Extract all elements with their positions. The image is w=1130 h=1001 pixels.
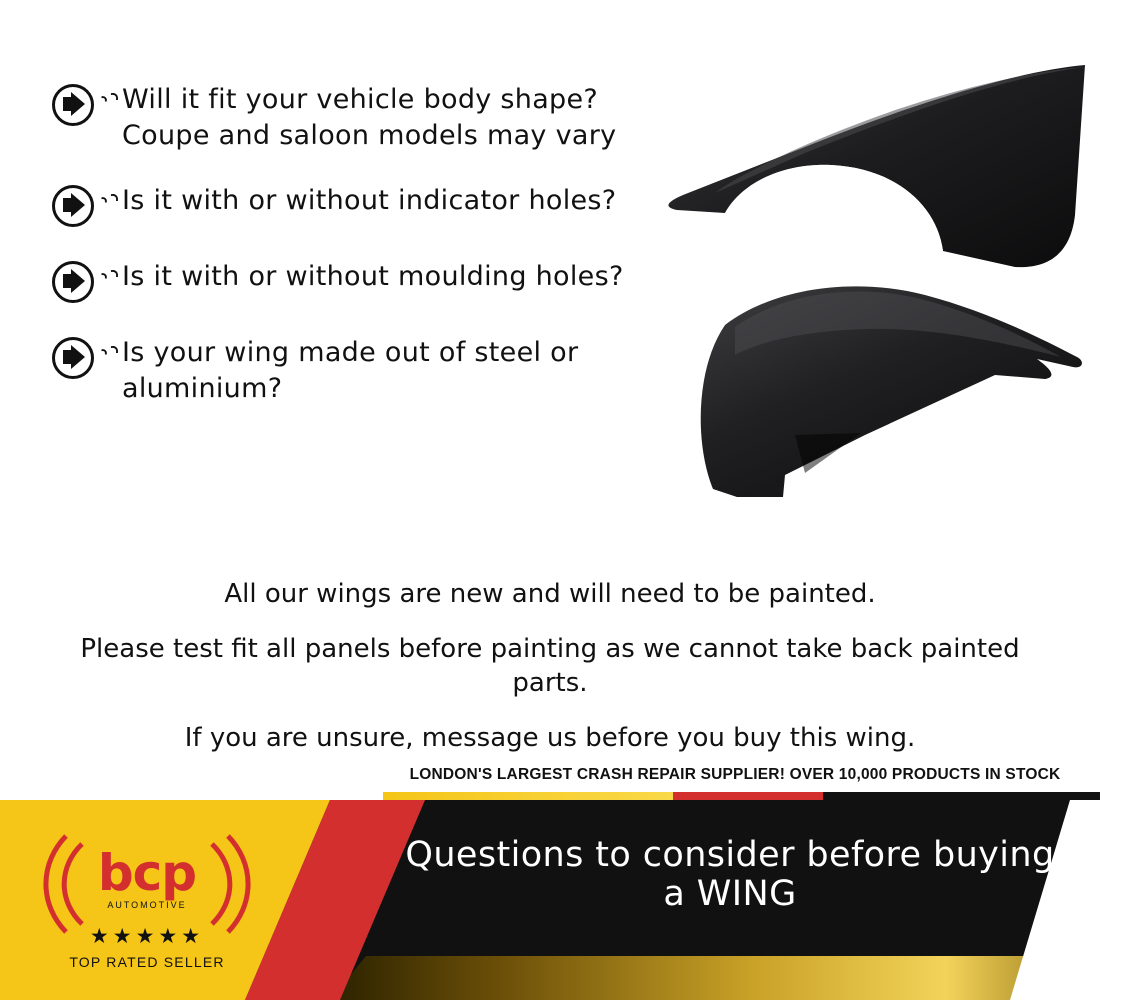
car-wing-bottom-image [665, 265, 1085, 515]
logo-subtitle: AUTOMOTIVE [107, 900, 187, 910]
star-rating: ★★★★★ [89, 924, 205, 948]
note-text: Please test fit all panels before painting as we cannot take back painted parts. [80, 634, 1020, 698]
logo-name: bcp [97, 844, 197, 902]
list-item [52, 335, 672, 406]
bcp-logo [32, 826, 262, 1001]
list-item [52, 82, 672, 153]
megaphone-icon [52, 337, 110, 381]
top-rated-badge: TOP RATED SELLER [69, 954, 225, 970]
note-text: If you are unsure, message us before you buy this wing. [184, 722, 916, 753]
list-item [52, 259, 672, 305]
question-text: Is it with or without indicator holes? [122, 185, 617, 217]
note-text: All our wings are new and will need to be painted. [224, 579, 876, 609]
tagline-text: LONDON'S LARGEST CRASH REPAIR SUPPLIER! OVER 10,000 PRODUCTS IN STOCK [409, 766, 1061, 783]
questions-list [52, 82, 672, 437]
question-text: Is your wing made out of steel or aluminium? [122, 337, 579, 404]
megaphone-icon [52, 84, 110, 128]
list-item [52, 183, 672, 229]
megaphone-icon [52, 261, 110, 305]
banner-headline: Questions to consider before buying a WING [405, 835, 1055, 915]
megaphone-icon [52, 185, 110, 229]
question-text: Will it fit your vehicle body shape? Coupe and saloon models may vary [122, 84, 617, 151]
bottom-banner [0, 766, 1100, 1000]
notes-block [0, 578, 1100, 777]
car-wing-top-image [655, 55, 1085, 275]
question-text: Is it with or without moulding holes? [122, 261, 624, 293]
